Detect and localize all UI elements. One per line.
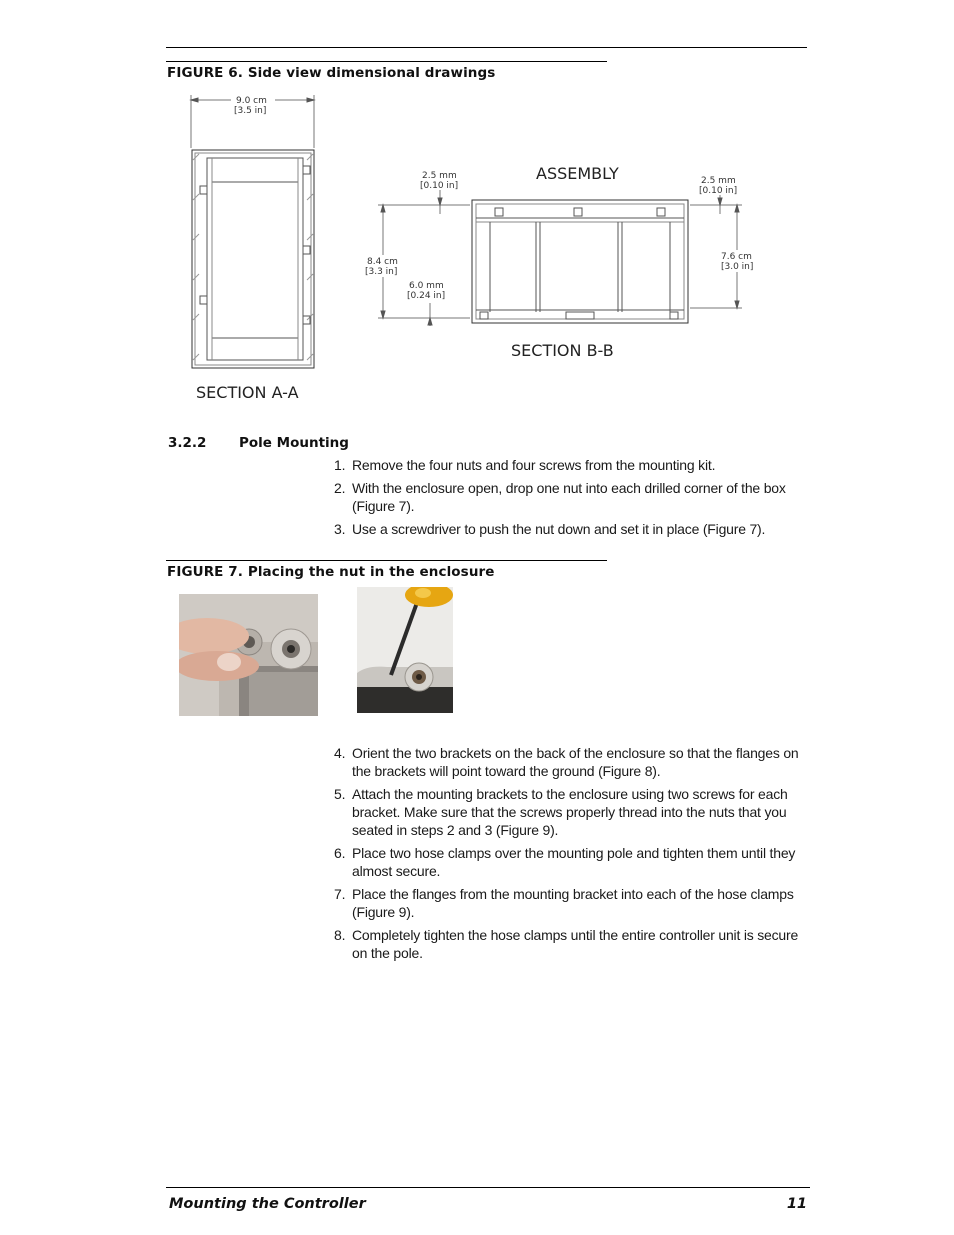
photo-screwdriver [357, 587, 453, 713]
bb-height-outer-cm: 8.4 cm [367, 257, 398, 267]
step-number: 7. [334, 886, 346, 902]
figure7-caption-rule [166, 560, 607, 561]
steps-list-a [334, 456, 814, 543]
step-text: With the enclosure open, drop one nut into each drilled corner of the box (Figure 7). [352, 480, 786, 514]
bb-height-inner-cm: 7.6 cm [721, 252, 752, 262]
section-aa-label: SECTION A-A [196, 383, 299, 402]
step-text: Place the flanges from the mounting bracket into each of the hose clamps (Figure 9). [352, 886, 794, 920]
aa-width-in: [3.5 in] [234, 106, 267, 116]
bb-height-inner-in: [3.0 in] [721, 262, 754, 272]
bb-height-outer-in: [3.3 in] [365, 267, 398, 277]
list-item [334, 885, 814, 921]
assembly-label: ASSEMBLY [536, 164, 619, 183]
photo-screwdriver-image [357, 587, 453, 713]
step-text: Place two hose clamps over the mounting pole and tighten them until they almost secure. [352, 845, 796, 879]
footer-chapter: Mounting the Controller [169, 1196, 366, 1212]
section-title: Pole Mounting [239, 435, 349, 451]
bb-bottom-in: [0.24 in] [407, 291, 446, 301]
step-text: Completely tighten the hose clamps until the entire controller unit is secure on the pole. [352, 927, 799, 961]
list-item [334, 844, 814, 880]
steps-list-b [334, 744, 814, 967]
step-text: Use a screwdriver to push the nut down and set it in place (Figure 7). [352, 521, 766, 537]
bb-bottom-mm: 6.0 mm [409, 281, 444, 291]
list-item [334, 926, 814, 962]
step-number: 5. [334, 786, 346, 802]
bb-right-top-in: [0.10 in] [699, 186, 738, 196]
step-number: 3. [334, 521, 346, 537]
bb-right-top-mm: 2.5 mm [701, 176, 736, 186]
list-item [334, 456, 814, 474]
step-number: 8. [334, 927, 346, 943]
step-number: 4. [334, 745, 346, 761]
step-number: 1. [334, 457, 346, 473]
figure6-caption: FIGURE 6. Side view dimensional drawings [167, 65, 496, 81]
list-item [334, 479, 814, 515]
aa-width-cm: 9.0 cm [236, 96, 267, 106]
section-number: 3.2.2 [168, 435, 207, 451]
step-text: Orient the two brackets on the back of the enclosure so that the flanges on the brackets will point toward the ground (Figure 8). [352, 745, 799, 779]
list-item [334, 520, 814, 538]
footer-page-number: 11 [786, 1196, 807, 1212]
section-aa-drawing [191, 95, 314, 368]
list-item [334, 785, 814, 839]
bb-left-top-mm: 2.5 mm [422, 171, 457, 181]
step-text: Remove the four nuts and four screws from the mounting kit. [352, 457, 716, 473]
step-number: 6. [334, 845, 346, 861]
bb-left-top-in: [0.10 in] [420, 181, 459, 191]
header-rule [166, 47, 807, 48]
figure7-caption: FIGURE 7. Placing the nut in the enclosure [167, 564, 495, 580]
photo-nut-placement [179, 594, 318, 716]
step-number: 2. [334, 480, 346, 496]
step-text: Attach the mounting brackets to the enclosure using two screws for each bracket. Make sure that the screws properly thread into the nuts that you seated in steps 2 and 3 (Figure 9). [352, 786, 788, 838]
section-bb-drawing [378, 190, 742, 326]
figure6-drawing [160, 88, 780, 408]
section-bb-label: SECTION B-B [511, 341, 614, 360]
list-item [334, 744, 814, 780]
footer-rule [166, 1187, 810, 1188]
photo-nut-placement-image [179, 594, 318, 716]
figure6-caption-rule [166, 61, 607, 62]
